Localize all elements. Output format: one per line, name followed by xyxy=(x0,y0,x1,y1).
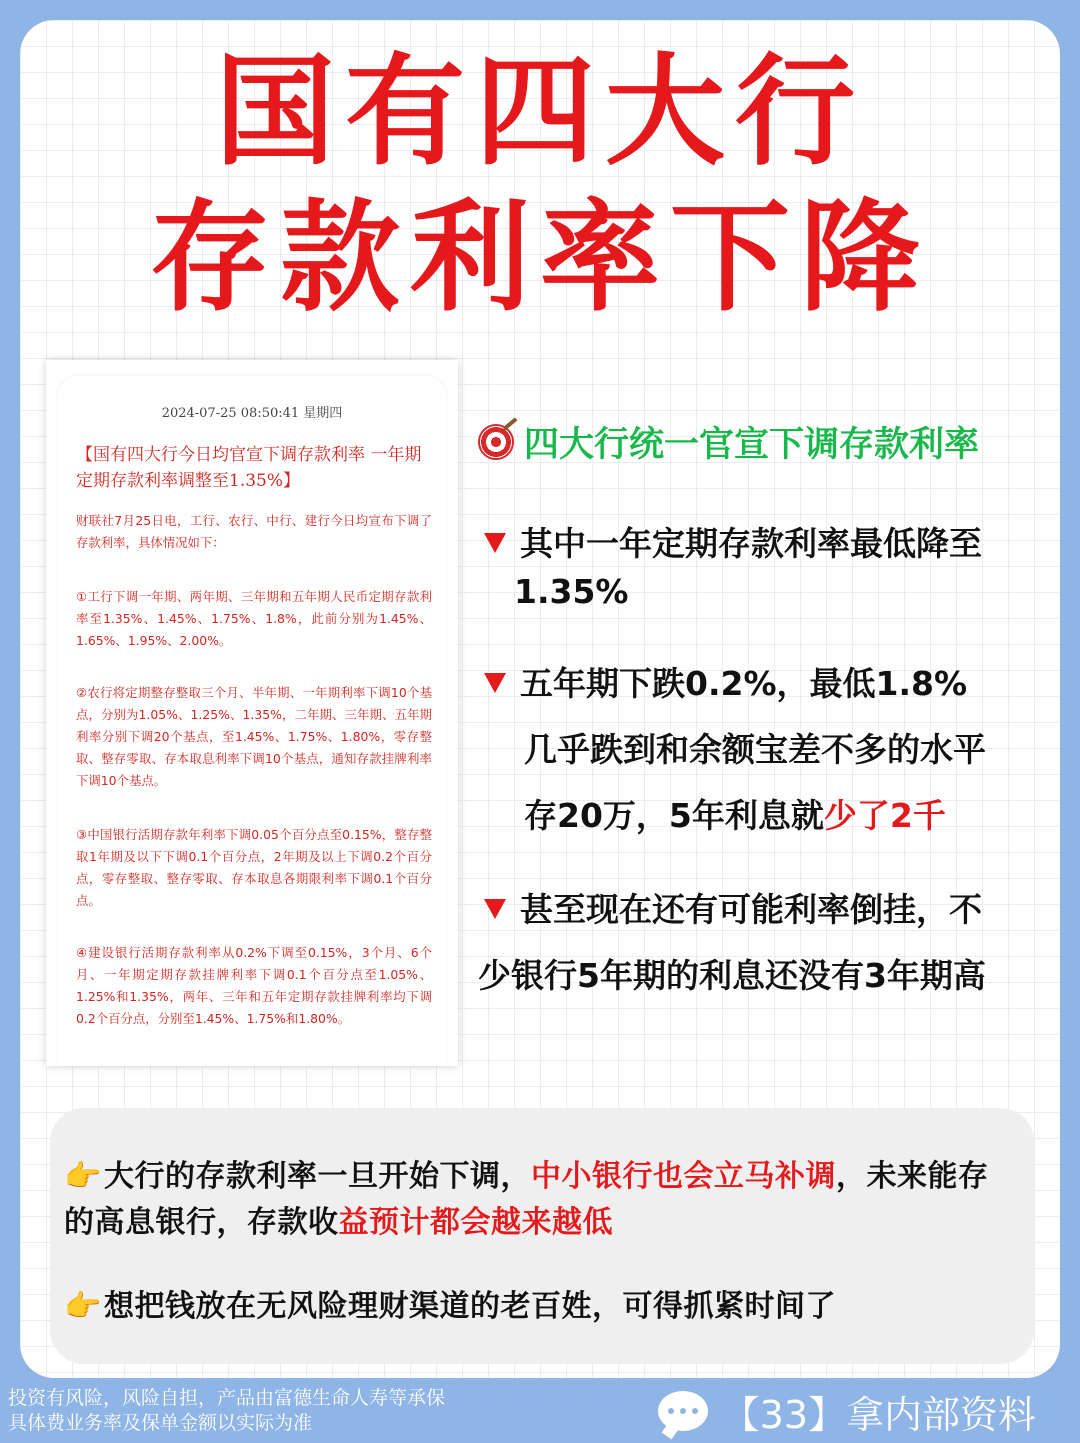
highlight-text: 益预计都会越来越低 xyxy=(338,1205,613,1240)
note-line-3 xyxy=(64,1284,1034,1330)
bullet-1-cont: 1.35% xyxy=(514,572,629,611)
note-text: 的高息银行，存款收 xyxy=(64,1205,339,1240)
subheading-text: 四大行统一官宣下调存款利率 xyxy=(524,425,980,465)
bullet-2 xyxy=(484,658,1044,705)
note-line-1 xyxy=(64,1154,1034,1200)
news-headline: 【国有四大行今日均官宣下调存款利率 一年期定期存款利率调整至1.35%】 xyxy=(76,445,422,491)
news-date: 2024-07-25 08:50:41 星期四 xyxy=(161,406,343,421)
triangle-down-icon xyxy=(484,899,506,919)
news-paragraph: 财联社7月25日电，工行、农行、中行、建行今日均宣布下调了存款利率，具体情况如下： xyxy=(76,513,432,550)
bullet-2-cont: 几乎跌到和余额宝差不多的水平 xyxy=(524,730,986,769)
title-line-2: 存款利率下降 xyxy=(150,189,930,328)
disclaimer xyxy=(8,1386,445,1436)
disclaimer-line: 投资有风险，风险自担，产品由富德生命人寿等承保 xyxy=(8,1387,446,1409)
bullet-1 xyxy=(484,518,1044,565)
triangle-down-icon xyxy=(484,673,506,693)
news-paragraph: ④建设银行活期存款利率从0.2%下调至0.15%，3个月、6个月、一年期定期存款挂牌利率下调0.1个百分点至1.05%、1.25%和1.35%，两年、三年和五年定期存款挂牌利率均下调0.2个百分点，分别至1.45%、1.75%和1.80%。 xyxy=(76,945,432,1026)
bullet-text: 其中一年定期存款利率最低降至 xyxy=(520,524,982,563)
bullet-text: 存20万，5年利息就 xyxy=(524,796,824,835)
bullet-3 xyxy=(484,884,1044,931)
note-box xyxy=(50,1108,1034,1364)
bullet-text: 甚至现在还有可能利率倒挂，不 xyxy=(520,890,982,929)
chat-bubble-icon xyxy=(658,1391,708,1431)
news-paragraph: ③中国银行活期存款年利率下调0.05个百分点至0.15%，整存整取1年期及以下下调0.1个百分点，2年期及以上下调0.2个百分点，零存整取、整存零取、存本取息各期限利率下调0.1个百分点。 xyxy=(76,827,432,908)
note-text: 大行的存款利率一旦开始下调， xyxy=(104,1159,531,1194)
triangle-down-icon xyxy=(484,533,506,553)
highlight-text: 中小银行也会立马补调 xyxy=(531,1159,836,1194)
target-icon xyxy=(478,424,514,460)
contact-cta[interactable] xyxy=(658,1386,1036,1436)
pointing-hand-icon: 👉 xyxy=(64,1289,102,1324)
bullet-3-cont: 少银行5年期的利息还没有3年期高 xyxy=(478,956,986,995)
highlight-text: 少了2千 xyxy=(823,796,946,835)
subheading xyxy=(478,418,979,466)
note-line-2 xyxy=(64,1200,1034,1246)
news-screenshot xyxy=(46,360,458,1066)
bullet-2-cont-2 xyxy=(524,790,1080,837)
disclaimer-line: 具体费业务率及保单金额以实际为准 xyxy=(8,1412,313,1434)
news-paragraph: ②农行将定期整存整取三个月、半年期、一年期利率下调10个基点，分别为1.05%、1.25%、1.35%，二年期、三年期、五年期利率分别下调20个基点，至1.45%、1.75%、1.80%，零存整取、整存零取、存本取息利率下调10个基点，通知存款挂牌利率下调10个基点。 xyxy=(76,685,432,788)
note-text: ，未来能存 xyxy=(836,1159,989,1194)
contact-text: 【33】拿内部资料 xyxy=(721,1392,1036,1437)
news-paragraph: ①工行下调一年期、两年期、三年期和五年期人民币定期存款利率至1.35%、1.45%、1.75%、1.8%，此前分别为1.45%、1.65%、1.95%、2.00%。 xyxy=(76,589,432,648)
title-line-1: 国有四大行 xyxy=(215,43,865,182)
pointing-hand-icon: 👉 xyxy=(64,1159,102,1194)
bullet-text: 五年期下跌0.2%，最低1.8% xyxy=(520,664,968,703)
note-text: 想把钱放在无风险理财渠道的老百姓，可得抓紧时间了 xyxy=(104,1289,836,1324)
